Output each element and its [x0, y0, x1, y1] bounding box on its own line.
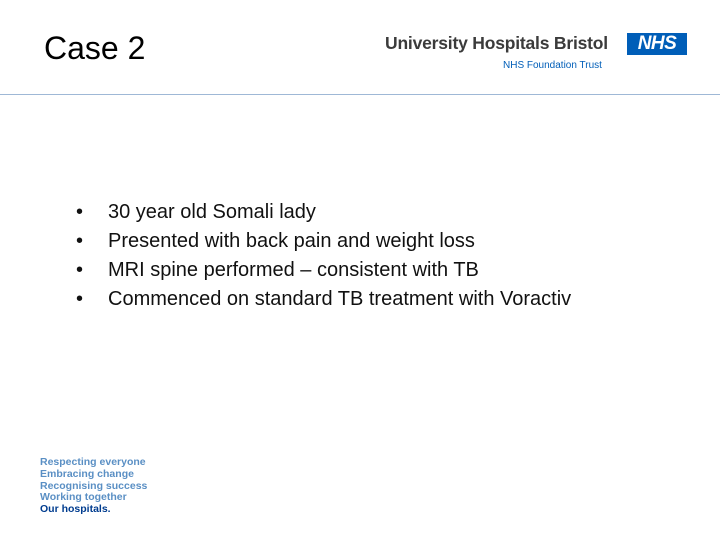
value-line-final: Our hospitals. — [40, 503, 111, 516]
header-divider — [0, 94, 720, 95]
nhs-badge-logo: NHS — [627, 33, 687, 55]
bullet-item — [76, 285, 571, 314]
trust-values-block — [40, 457, 147, 516]
bullet-item — [76, 227, 571, 256]
value-line: Embracing change — [40, 467, 134, 480]
bullet-list — [76, 198, 571, 314]
bullet-item — [76, 256, 571, 285]
bullet-marker: • — [76, 259, 84, 281]
trust-logo — [385, 33, 685, 73]
bullet-marker: • — [76, 201, 84, 223]
slide-title: Case 2 — [44, 30, 146, 66]
logo-trust-subtitle: NHS Foundation Trust — [503, 60, 602, 71]
bullet-text: 30 year old Somali lady — [108, 201, 316, 223]
logo-trust-name: University Hospitals Bristol — [385, 33, 608, 53]
bullet-text: Presented with back pain and weight loss — [108, 230, 475, 252]
bullet-text: Commenced on standard TB treatment with Voractiv — [108, 288, 572, 310]
value-line: Working together — [40, 491, 127, 504]
value-line: Respecting everyone — [40, 456, 146, 468]
value-line: Recognising success — [40, 479, 148, 492]
bullet-item — [76, 198, 571, 227]
bullet-marker: • — [76, 288, 84, 310]
bullet-text: MRI spine performed – consistent with TB — [108, 259, 479, 281]
bullet-marker: • — [76, 230, 84, 252]
